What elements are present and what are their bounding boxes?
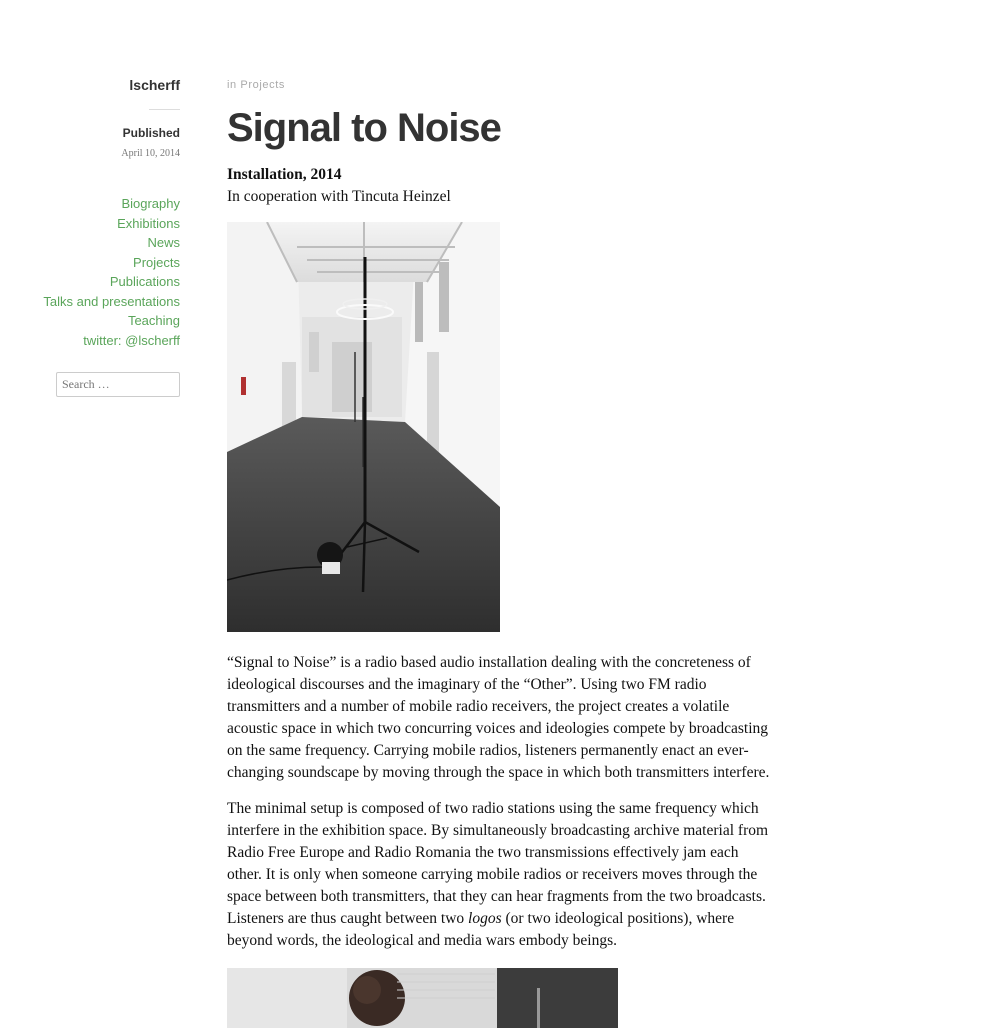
subtitle-line-2: In cooperation with Tincuta Heinzel — [227, 188, 451, 205]
post-subtitle — [227, 164, 771, 208]
post-category — [227, 78, 771, 92]
post-content — [227, 78, 771, 1028]
paragraph-2-italic: logos — [468, 910, 502, 927]
post-body — [227, 652, 771, 952]
nav-exhibitions[interactable]: Exhibitions — [117, 215, 180, 231]
second-photo-illustration — [227, 968, 618, 1028]
paragraph-2-text-a: The minimal setup is composed of two radio stations using the same frequency which interfere in the exhibition space. By simultaneously broadcasting archive material from Radio Free Europe and Radio Romania the two transmissions effectively jam each other. It is only when someone carrying mobile radios or receivers moves through the space between both transmitters, that they can hear fragments from the two broadcasts. Listeners are thus caught between two — [227, 800, 769, 927]
paragraph-2 — [227, 798, 771, 952]
subtitle-line-1: Installation, 2014 — [227, 166, 342, 183]
nav-twitter[interactable]: twitter: @lscherff — [83, 332, 180, 348]
divider — [149, 109, 180, 110]
installation-photo-illustration — [227, 222, 500, 632]
nav-publications[interactable]: Publications — [109, 274, 180, 289]
search-form — [40, 372, 180, 397]
nav-teaching[interactable]: Teaching — [127, 313, 180, 328]
post-title: Signal to Noise — [227, 106, 501, 150]
nav-biography[interactable]: Biography — [121, 196, 180, 211]
nav-talks[interactable]: Talks and presentations — [43, 293, 180, 309]
installation-photo[interactable] — [227, 222, 500, 632]
category-link[interactable]: Projects — [240, 79, 285, 91]
published-date: April 10, 2014 — [121, 148, 180, 159]
paragraph-2-text-b: (or two ideological positions), where beyond words, the ideological and media wars embody beings. — [227, 910, 735, 949]
published-label: Published — [122, 126, 180, 140]
main-nav — [40, 194, 180, 350]
paragraph-1: “Signal to Noise” is a radio based audio installation dealing with the concreteness of ideological discourses and the imaginary of the “Other”. Using two FM radio transmitters and a number of mobile radio receivers, the project creates a volatile acoustic space in which two concurring voices and ideologies compete by broadcasting on the same frequency. Carrying mobile radios, listeners permanently enact an ever-changing soundscape by moving through the space in which both transmitters interfere. — [227, 654, 770, 781]
sidebar — [40, 77, 180, 397]
second-photo[interactable] — [227, 968, 618, 1028]
nav-projects[interactable]: Projects — [133, 254, 180, 270]
search-input[interactable] — [56, 372, 180, 397]
site-title[interactable]: lscherff — [129, 77, 180, 93]
category-prefix: in — [227, 79, 237, 91]
nav-news[interactable]: News — [147, 235, 180, 250]
